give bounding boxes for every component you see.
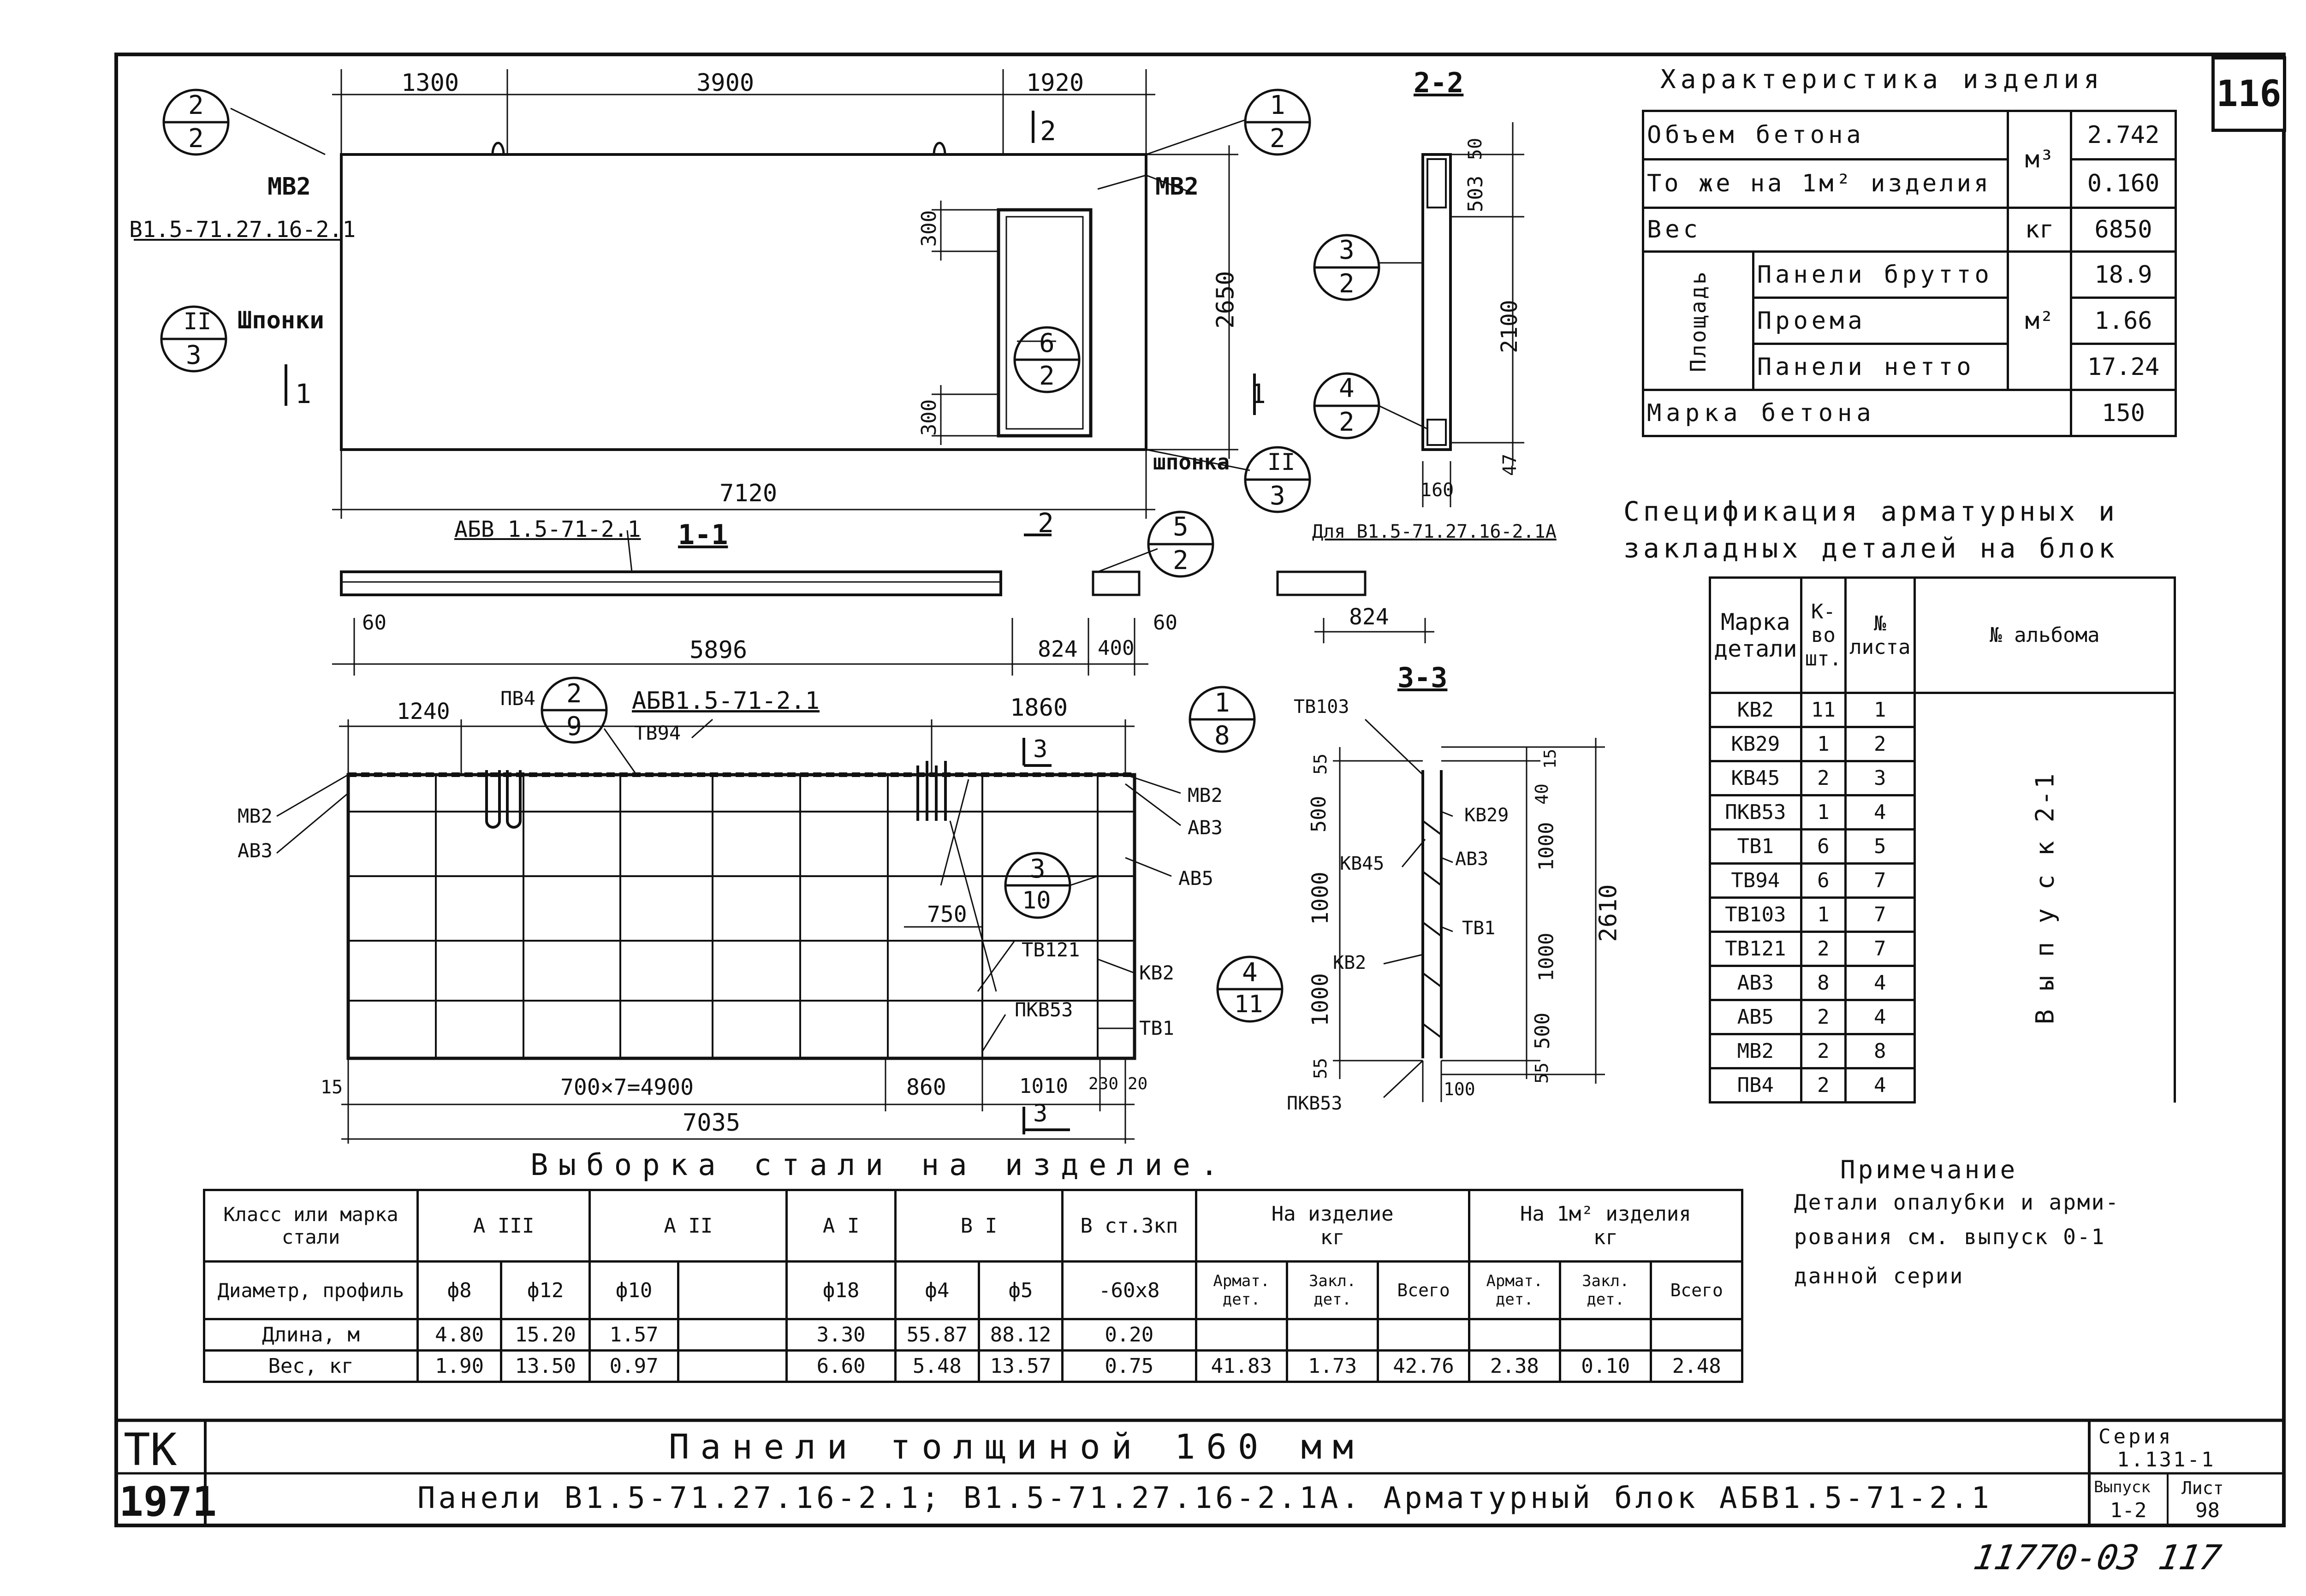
dim-1000-left-b: 1000 <box>1307 973 1333 1026</box>
char-label-concrete: Марка бетона <box>1643 390 2071 436</box>
steel-sub-zakl: Закл. дет. <box>1287 1262 1378 1319</box>
steel-length-f4: 55.87 <box>895 1319 979 1351</box>
spec-row-sheet: 5 <box>1846 830 1914 864</box>
spec-row-qty: 2 <box>1801 1000 1845 1034</box>
dim-100: 100 <box>1444 1079 1475 1099</box>
steel-profile-f4: ф4 <box>895 1262 979 1319</box>
steel-weight-f12: 13.50 <box>501 1351 590 1382</box>
section-3-3-title: 3-3 <box>1397 662 1448 694</box>
bubble-5-2-bottom: 2 <box>1173 546 1189 576</box>
spec-row-qty: 2 <box>1801 1068 1845 1103</box>
steel-sub-armat: Армат. дет. <box>1196 1262 1287 1319</box>
dim-55-bottom: 55 <box>1310 1058 1331 1079</box>
label-kv2: КВ2 <box>1139 961 1174 984</box>
spec-header-sheet: № листа <box>1846 578 1914 693</box>
bubble-1-8-bottom: 8 <box>1214 721 1230 751</box>
char-label-weight: Вес <box>1643 208 2008 252</box>
steel-per-m2-kg: кг <box>1593 1226 1618 1249</box>
steel-class-b1: В I <box>895 1190 1062 1262</box>
dim-40-right: 40 <box>1531 783 1552 805</box>
spec-row-sheet: 4 <box>1846 966 1914 1000</box>
bubble-3-2-bottom: 2 <box>1339 269 1355 299</box>
label-kv45: КВ45 <box>1340 853 1385 874</box>
sheet-number-box <box>2211 56 2286 132</box>
dim-1860: 1860 <box>1010 694 1068 722</box>
bubble-3-10-top: 3 <box>1030 854 1046 884</box>
title-line-2: Панели В1.5-71.27.16-2.1; В1.5-71.27.16-2.1А. Арматурный блок АБВ1.5-71-2.1 <box>417 1481 1992 1515</box>
steel-weight-armat-m2: 2.38 <box>1469 1351 1560 1382</box>
label-av3-right: АВ3 <box>1188 816 1223 839</box>
steel-length-blank <box>1378 1319 1469 1351</box>
series-value: 1.131-1 <box>2117 1448 2216 1471</box>
dim-4900: 700×7=4900 <box>560 1074 694 1100</box>
cut-2-top: 2 <box>1040 115 1056 147</box>
spec-album-text: В ы п у с к 2-1 <box>2030 771 2059 1025</box>
label-av3-left: АВ3 <box>238 839 273 862</box>
steel-profile-f8: ф8 <box>418 1262 501 1319</box>
spec-row-qty: 1 <box>1801 898 1845 932</box>
spec-album-cell <box>1914 693 2175 1103</box>
steel-sub-total: Всего <box>1378 1262 1469 1319</box>
section-1-1-label: АБВ 1.5-71-2.1 <box>454 516 641 542</box>
note-line-2: рования см. выпуск 0-1 <box>1794 1224 2106 1249</box>
bubble-II-3b-top: II <box>1267 449 1296 475</box>
dim-500-right: 500 <box>1531 1012 1555 1050</box>
dim-2610: 2610 <box>1594 884 1623 942</box>
steel-weight-total-m2: 2.48 <box>1651 1351 1742 1382</box>
steel-length-f8: 4.80 <box>418 1319 501 1351</box>
dim-15-right: 15 <box>1541 748 1560 769</box>
dim-2650: 2650 <box>1212 271 1240 329</box>
bubble-4-11-top: 4 <box>1242 958 1258 988</box>
spec-header-album: № альбома <box>1914 578 2175 693</box>
spec-row-qty: 8 <box>1801 966 1845 1000</box>
char-unit-kg: кг <box>2008 208 2071 252</box>
steel-weight-label: Вес, кг <box>204 1351 418 1382</box>
sheet-value: 98 <box>2195 1499 2220 1522</box>
steel-per-item <box>1196 1190 1469 1262</box>
label-tv121: ТВ121 <box>1022 938 1080 961</box>
dim-860: 860 <box>906 1074 946 1100</box>
spec-header-mark: Марка детали <box>1710 578 1801 693</box>
dim-50: 50 <box>1465 137 1486 160</box>
steel-weight-f18: 6.60 <box>787 1351 895 1382</box>
spec-row-sheet: 7 <box>1846 932 1914 966</box>
bubble-4-11-bottom: 11 <box>1234 991 1263 1018</box>
label-pkv53: ПКВ53 <box>1015 998 1073 1021</box>
steel-profile-60x8: -60х8 <box>1063 1262 1196 1319</box>
bubble-3-2-top: 3 <box>1339 235 1355 265</box>
label-tv1: ТВ1 <box>1139 1017 1174 1039</box>
bubble-2-2-top: 2 <box>188 90 204 120</box>
steel-profile-f18: ф18 <box>787 1262 895 1319</box>
char-label-volume: Объем бетона <box>1643 111 2008 160</box>
dim-15: 15 <box>321 1077 343 1098</box>
label-av3-sec: АВ3 <box>1455 848 1489 870</box>
char-label-opening: Проема <box>1753 298 2008 344</box>
sheet-label: Лист <box>2181 1478 2224 1498</box>
bubble-5-2-top: 5 <box>1173 512 1189 542</box>
char-value-weight: 6850 <box>2071 208 2176 252</box>
spec-row-mark: АВ3 <box>1710 966 1801 1000</box>
steel-sub-zakl-m2: Закл. дет. <box>1560 1262 1651 1319</box>
bubble-1-8-top: 1 <box>1214 688 1230 718</box>
sheet-number: 116 <box>2216 73 2282 115</box>
title-tk: ТК <box>124 1424 177 1476</box>
steel-weight-empty <box>678 1351 787 1382</box>
spec-row-qty: 2 <box>1801 1034 1845 1068</box>
spec-row-qty: 6 <box>1801 830 1845 864</box>
spec-row-qty: 1 <box>1801 795 1845 830</box>
dim-824: 824 <box>1038 636 1078 662</box>
dim-1010: 1010 <box>1019 1074 1068 1098</box>
spec-row-mark: ПВ4 <box>1710 1068 1801 1103</box>
bubble-II-3-bottom: 3 <box>186 340 202 370</box>
steel-length-f12: 15.20 <box>501 1319 590 1351</box>
char-label-net: Панели нетто <box>1753 344 2008 390</box>
spec-row-mark: АВ5 <box>1710 1000 1801 1034</box>
steel-length-f10: 1.57 <box>590 1319 678 1351</box>
dim-1000-left-a: 1000 <box>1307 872 1333 925</box>
spec-title-line2: закладных деталей на блок <box>1623 533 2118 564</box>
bubble-II-3-top: II <box>184 308 212 335</box>
spec-title-line1: Спецификация арматурных и <box>1623 496 2118 527</box>
steel-profile-empty <box>678 1262 787 1319</box>
dim-7035: 7035 <box>683 1109 741 1137</box>
bubble-2-9-bottom: 9 <box>566 712 582 742</box>
spec-row-mark: ПКВ53 <box>1710 795 1801 830</box>
spec-row-mark: ТВ94 <box>1710 864 1801 898</box>
steel-weight-f4: 5.48 <box>895 1351 979 1382</box>
steel-profile-f5: ф5 <box>979 1262 1062 1319</box>
steel-profile-f10: ф10 <box>590 1262 678 1319</box>
spec-row-sheet: 2 <box>1846 727 1914 761</box>
bubble-4-2-bottom: 2 <box>1339 407 1355 437</box>
mb2-left-label: МВ2 <box>267 173 311 201</box>
spec-row-mark: ТВ1 <box>1710 830 1801 864</box>
dim-47: 47 <box>1499 453 1521 476</box>
steel-per-item-label: На изделие <box>1271 1202 1394 1226</box>
dim-1000-right-b: 1000 <box>1534 932 1558 982</box>
spec-row-qty: 1 <box>1801 727 1845 761</box>
spec-row-mark: КВ2 <box>1710 693 1801 727</box>
label-mb2-right: МВ2 <box>1188 784 1223 807</box>
label-kv29: КВ29 <box>1464 805 1509 826</box>
char-label-gross: Панели брутто <box>1753 252 2008 298</box>
title-line-1: Панели толщиной 160 мм <box>669 1427 1365 1467</box>
dim-60-left: 60 <box>362 611 386 635</box>
cut-3-bottom: 3 <box>1033 1100 1048 1127</box>
characteristic-table <box>1642 110 2177 437</box>
label-pv4: ПВ4 <box>500 687 535 710</box>
issue-value: 1-2 <box>2110 1499 2147 1522</box>
dim-5896: 5896 <box>689 636 748 664</box>
series-label: Серия <box>2098 1425 2174 1448</box>
steel-class-a3: А III <box>418 1190 590 1262</box>
detail-a-label: Для В1.5-71.27.16-2.1А <box>1312 521 1557 542</box>
steel-per-m2-label: На 1м² изделия <box>1520 1202 1691 1226</box>
spec-row-sheet: 3 <box>1846 761 1914 795</box>
cut-1-right: 1 <box>1250 378 1266 409</box>
drawing-stamp: 11770-03 117 <box>1970 1538 2224 1578</box>
steel-class-a1: А I <box>787 1190 895 1262</box>
dim-7120: 7120 <box>719 480 778 507</box>
bubble-2-9-top: 2 <box>566 679 582 709</box>
bubble-II-3b-bottom: 3 <box>1270 481 1285 511</box>
steel-weight-armat: 41.83 <box>1196 1351 1287 1382</box>
steel-sub-total-m2: Всего <box>1651 1262 1742 1319</box>
bubble-4-2-top: 4 <box>1339 374 1355 403</box>
steel-weight-f5: 13.57 <box>979 1351 1062 1382</box>
dim-2100: 2100 <box>1496 300 1522 353</box>
steel-weight-zakl-m2: 0.10 <box>1560 1351 1651 1382</box>
steel-length-empty <box>678 1319 787 1351</box>
label-pkv53-sec: ПКВ53 <box>1287 1093 1343 1114</box>
note-line-1: Детали опалубки и арми- <box>1794 1190 2120 1215</box>
steel-length-blank <box>1287 1319 1378 1351</box>
char-value-net: 17.24 <box>2071 344 2176 390</box>
dim-1920: 1920 <box>1026 69 1084 97</box>
dim-1240: 1240 <box>397 699 450 724</box>
issue-label: Выпуск <box>2094 1478 2151 1496</box>
steel-class-vst3: В ст.3кп <box>1063 1190 1196 1262</box>
panel-mark-label: В1.5-71.27.16-2.1 <box>129 217 356 243</box>
steel-per-m2 <box>1469 1190 1742 1262</box>
spec-row-qty: 2 <box>1801 761 1845 795</box>
steel-weight-f8: 1.90 <box>418 1351 501 1382</box>
steel-class-a2: А II <box>590 1190 787 1262</box>
shponki-label: Шпонки <box>238 307 324 334</box>
steel-profile-f12: ф12 <box>501 1262 590 1319</box>
bubble-6-2-bottom: 2 <box>1039 361 1055 391</box>
spec-row-sheet: 4 <box>1846 795 1914 830</box>
steel-per-item-kg: кг <box>1320 1226 1345 1249</box>
steel-header-class: Класс или марка стали <box>204 1190 418 1262</box>
spec-header-qty: К-во шт. <box>1801 578 1845 693</box>
spec-row-mark: МВ2 <box>1710 1034 1801 1068</box>
char-area-group <box>1643 252 1753 390</box>
dim-55-top: 55 <box>1310 754 1331 775</box>
cut-2-bottom: 2 <box>1038 507 1054 539</box>
dim-300-top: 300 <box>917 210 941 247</box>
dim-60-right: 60 <box>1153 611 1177 635</box>
steel-title: Выборка стали на изделие. <box>530 1148 1229 1182</box>
bubble-3-10-bottom: 10 <box>1022 887 1051 914</box>
spec-row-sheet: 7 <box>1846 864 1914 898</box>
steel-length-blank <box>1196 1319 1287 1351</box>
steel-length-60x8: 0.20 <box>1063 1319 1196 1351</box>
label-tv1-sec: ТВ1 <box>1462 918 1496 939</box>
dim-400: 400 <box>1098 636 1135 660</box>
spec-row-sheet: 1 <box>1846 693 1914 727</box>
bubble-2-2-bottom: 2 <box>188 124 204 154</box>
label-tv94: ТВ94 <box>634 722 681 744</box>
steel-header-profile: Диаметр, профиль <box>204 1262 418 1319</box>
steel-weight-total: 42.76 <box>1378 1351 1469 1382</box>
steel-weight-60x8: 0.75 <box>1063 1351 1196 1382</box>
spec-row-mark: КВ29 <box>1710 727 1801 761</box>
dim-1000-right-a: 1000 <box>1534 822 1558 871</box>
shponka-label: шпонка <box>1153 450 1230 475</box>
spec-row-mark: ТВ103 <box>1710 898 1801 932</box>
label-tv103: ТВ103 <box>1294 696 1349 718</box>
bubble-1-2-top: 1 <box>1270 90 1285 120</box>
dim-500-left: 500 <box>1307 795 1331 833</box>
detail-a-dim: 824 <box>1349 604 1389 630</box>
section-2-2-title: 2-2 <box>1414 67 1464 99</box>
steel-sub-armat-m2: Армат. дет. <box>1469 1262 1560 1319</box>
label-kv2-sec: КВ2 <box>1333 952 1367 973</box>
char-value-volume: 2.742 <box>2071 111 2176 160</box>
steel-length-f18: 3.30 <box>787 1319 895 1351</box>
block-title: АБВ1.5-71-2.1 <box>632 687 820 715</box>
char-unit-m2: м² <box>2008 252 2071 390</box>
bubble-1-2-bottom: 2 <box>1270 124 1285 154</box>
note-line-3: данной серии <box>1794 1264 1964 1288</box>
spec-table <box>1709 576 2176 1104</box>
char-value-concrete: 150 <box>2071 390 2176 436</box>
char-unit-m3: м³ <box>2008 111 2071 208</box>
note-title: Примечание <box>1840 1155 2018 1184</box>
cut-3-top: 3 <box>1033 736 1048 763</box>
spec-row-qty: 6 <box>1801 864 1845 898</box>
label-mb2-left: МВ2 <box>238 805 273 827</box>
char-area-group-label: Площадь <box>1685 269 1711 372</box>
spec-row-qty: 11 <box>1801 693 1845 727</box>
spec-row-mark: КВ45 <box>1710 761 1801 795</box>
characteristic-title: Характеристика изделия <box>1660 65 2104 95</box>
dim-20: 20 <box>1128 1074 1148 1093</box>
cut-1-left: 1 <box>295 378 311 409</box>
dim-300-bottom: 300 <box>917 399 941 436</box>
spec-row-qty: 2 <box>1801 932 1845 966</box>
steel-table <box>203 1189 1743 1383</box>
steel-length-f5: 88.12 <box>979 1319 1062 1351</box>
bubble-6-2-top: 6 <box>1039 328 1055 358</box>
char-value-opening: 1.66 <box>2071 298 2176 344</box>
steel-length-blank <box>1469 1319 1560 1351</box>
char-label-volume-m2: То же на 1м² изделия <box>1643 160 2008 208</box>
spec-row-mark: ТВ121 <box>1710 932 1801 966</box>
spec-row-sheet: 8 <box>1846 1034 1914 1068</box>
steel-length-blank <box>1651 1319 1742 1351</box>
char-value-volume-m2: 0.160 <box>2071 160 2176 208</box>
steel-length-blank <box>1560 1319 1651 1351</box>
steel-weight-zakl: 1.73 <box>1287 1351 1378 1382</box>
dim-230: 230 <box>1088 1074 1119 1093</box>
dim-3900: 3900 <box>696 69 755 97</box>
steel-length-label: Длина, м <box>204 1319 418 1351</box>
spec-row-sheet: 7 <box>1846 898 1914 932</box>
mb2-right-label: МВ2 <box>1155 173 1199 201</box>
section-1-1-title: 1-1 <box>678 519 728 551</box>
dim-1300: 1300 <box>401 69 459 97</box>
char-value-gross: 18.9 <box>2071 252 2176 298</box>
dim-503: 503 <box>1464 175 1488 213</box>
dim-750: 750 <box>927 902 967 927</box>
spec-row-sheet: 4 <box>1846 1068 1914 1103</box>
label-av5: АВ5 <box>1178 867 1213 890</box>
spec-row-sheet: 4 <box>1846 1000 1914 1034</box>
dim-160: 160 <box>1420 480 1454 501</box>
title-year: 1971 <box>119 1478 217 1525</box>
steel-weight-f10: 0.97 <box>590 1351 678 1382</box>
dim-55-right: 55 <box>1531 1062 1552 1084</box>
